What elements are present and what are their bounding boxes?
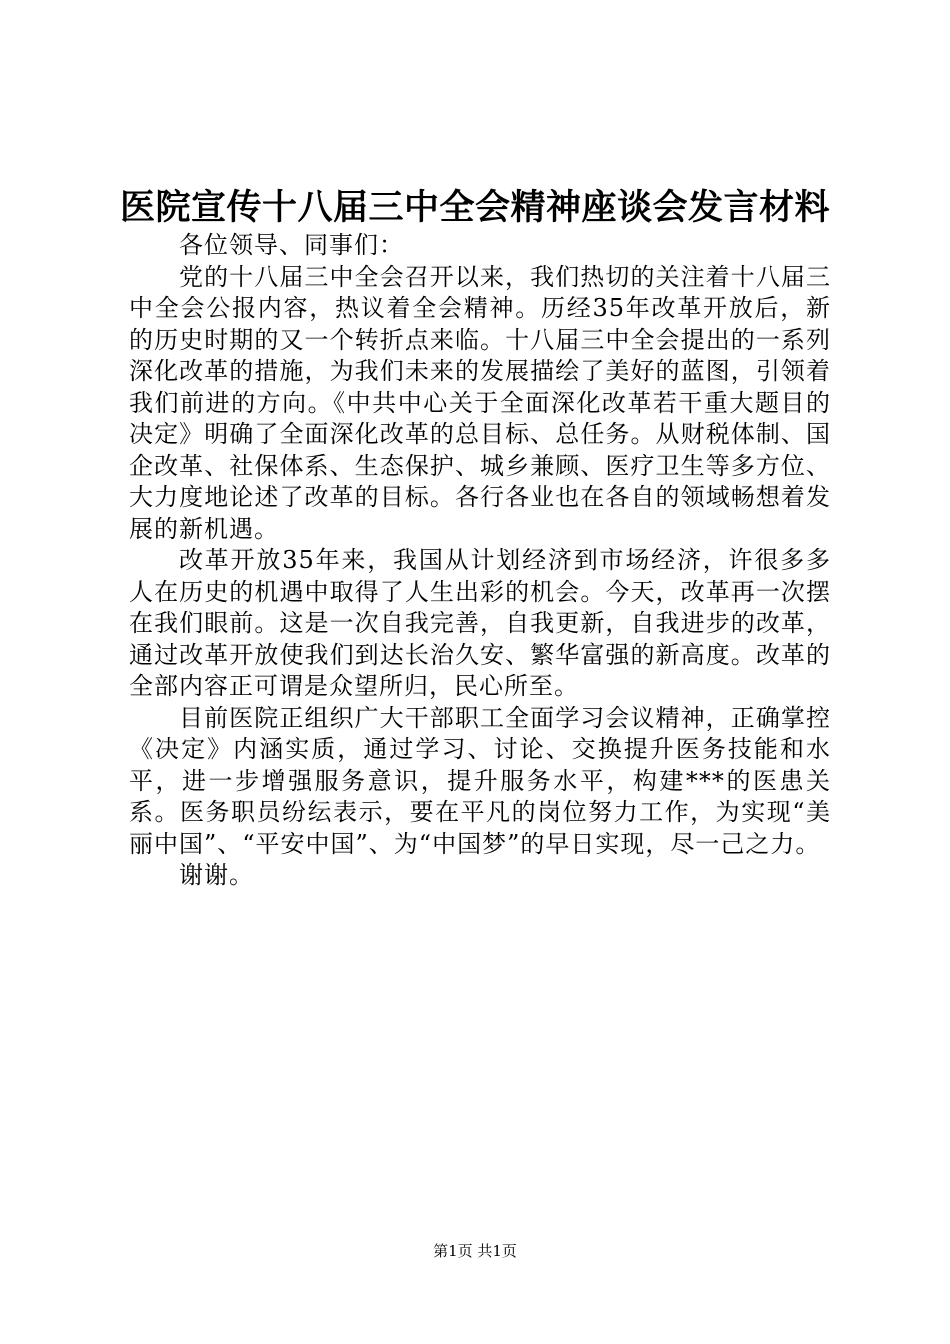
- salutation-paragraph: 各位领导、同事们：: [179, 231, 404, 259]
- body-paragraph-2: 改革开放35年来，我国从计划经济到市场经济，许很多多人在历史的机遇中取得了人生出彩的机会。今天，改革再一次摆在我们眼前。这是一次自我完善，自我更新，自我进步的改革，通过改革开放使我们到达长治久安、繁华富强的新高度。改革的全部内容正可谓是众望所归，民心所至。: [129, 546, 831, 700]
- body-paragraph-1: 党的十八届三中全会召开以来，我们热切的关注着十八届三中全会公报内容，热议着全会精神。历经35年改革开放后，新的历史时期的又一个转折点来临。十八届三中全会提出的一系列深化改革的措施，为我们未来的发展描绘了美好的蓝图，引领着我们前进的方向。《中共中心关于全面深化改革若干重大题目的决定》明确了全面深化改革的总目标、总任务。从财税体制、国企改革、社保体系、生态保护、城乡兼顾、医疗卫生等多方位、大力度地论述了改革的目标。各行各业也在各自的领域畅想着发展的新机遇。: [129, 262, 831, 543]
- document-body: [129, 230, 831, 892]
- body-paragraph-3: 目前医院正组织广大干部职工全面学习会议精神，正确掌控《决定》内涵实质，通过学习、讨论、交换提升医务技能和水平，进一步增强服务意识，提升服务水平，构建***的医患关系。医务职员纷纭表示，要在平凡的岗位努力工作，为实现“美丽中国”、“平安中国”、为“中国梦”的早日实现，尽一己之力。: [129, 703, 831, 858]
- document-title: 医院宣传十八届三中全会精神座谈会发言材料: [119, 187, 830, 228]
- closing-paragraph: 谢谢。: [179, 861, 254, 889]
- page-footer: 第1页 共1页: [433, 1242, 517, 1260]
